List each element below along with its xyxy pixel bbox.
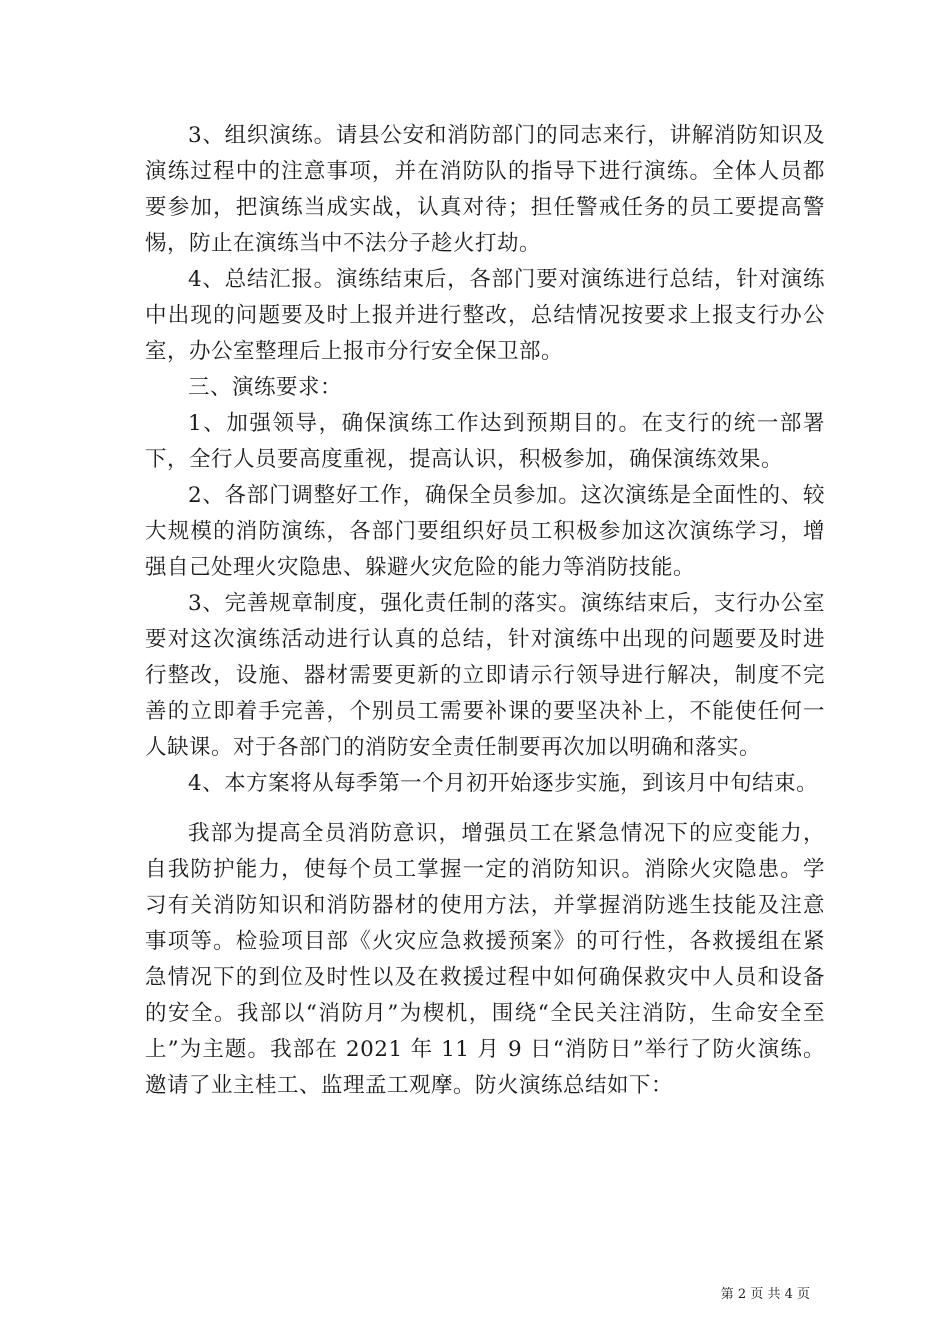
paragraph-drill-organization: 3、组织演练。请县公安和消防部门的同志来行，讲解消防知识及演练过程中的注意事项，并在消防队的指导下进行演练。全体人员都要参加，把演练当成实战，认真对待；担任警戒任务的员工要提高警惕，防止在演练当中不法分子趁火打劫。 bbox=[145, 123, 825, 256]
paragraph-rules-responsibility: 3、完善规章制度，强化责任制的落实。演练结束后，支行办公室要对这次演练活动进行认真的总结，针对演练中出现的问题要及时进行整改，设施、器材需要更新的立即请示行领导进行解决，制度不完善的立即着手完善，个别员工需要补课的要坚决补上，不能使任何一人缺课。对于各部门的消防安全责任制要再次加以明确和落实。 bbox=[145, 591, 825, 760]
paragraph-full-participation: 2、各部门调整好工作，确保全员参加。这次演练是全面性的、较大规模的消防演练，各部门要组织好员工积极参加这次演练学习，增强自己处理火灾隐患、躲避火灾危险的能力等消防技能。 bbox=[145, 483, 825, 580]
paragraph-drill-summary-intro: 我部为提高全员消防意识，增强员工在紧急情况下的应变能力，自我防护能力，使每个员工掌握一定的消防知识。消除火灾隐患。学习有关消防知识和消防器材的使用方法，并掌握消防逃生技能及注意事项等。检验项目部《火灾应急救援预案》的可行性，各救援组在紧急情况下的到位及时性以及在救援过程中如何确保救灾中人员和设备的安全。我部以“消防月”为楔机，围绕“全民关注消防，生命安全至上”为主题。我部在 2021 年 11 月 9 日“消防日”举行了防火演练。邀请了业主桂工、监理孟工观摩。防火演练总结如下： bbox=[145, 821, 825, 1098]
page-indicator: 第 2 页 共 4 页 bbox=[720, 1287, 810, 1302]
paragraph-implementation-schedule: 4、本方案将从每季第一个月初开始逐步实施，到该月中旬结束。 bbox=[188, 771, 819, 796]
paragraph-leadership: 1、加强领导，确保演练工作达到预期目的。在支行的统一部署下，全行人员要高度重视，提高认识，积极参加，确保演练效果。 bbox=[145, 411, 825, 472]
document-body bbox=[145, 118, 825, 1104]
paragraph-summary-report: 4、总结汇报。演练结束后，各部门要对演练进行总结，针对演练中出现的问题要及时上报并进行整改，总结情况按要求上报支行办公室，办公室整理后上报市分行安全保卫部。 bbox=[145, 267, 825, 364]
section-heading-drill-requirements: 三、演练要求： bbox=[188, 375, 343, 400]
